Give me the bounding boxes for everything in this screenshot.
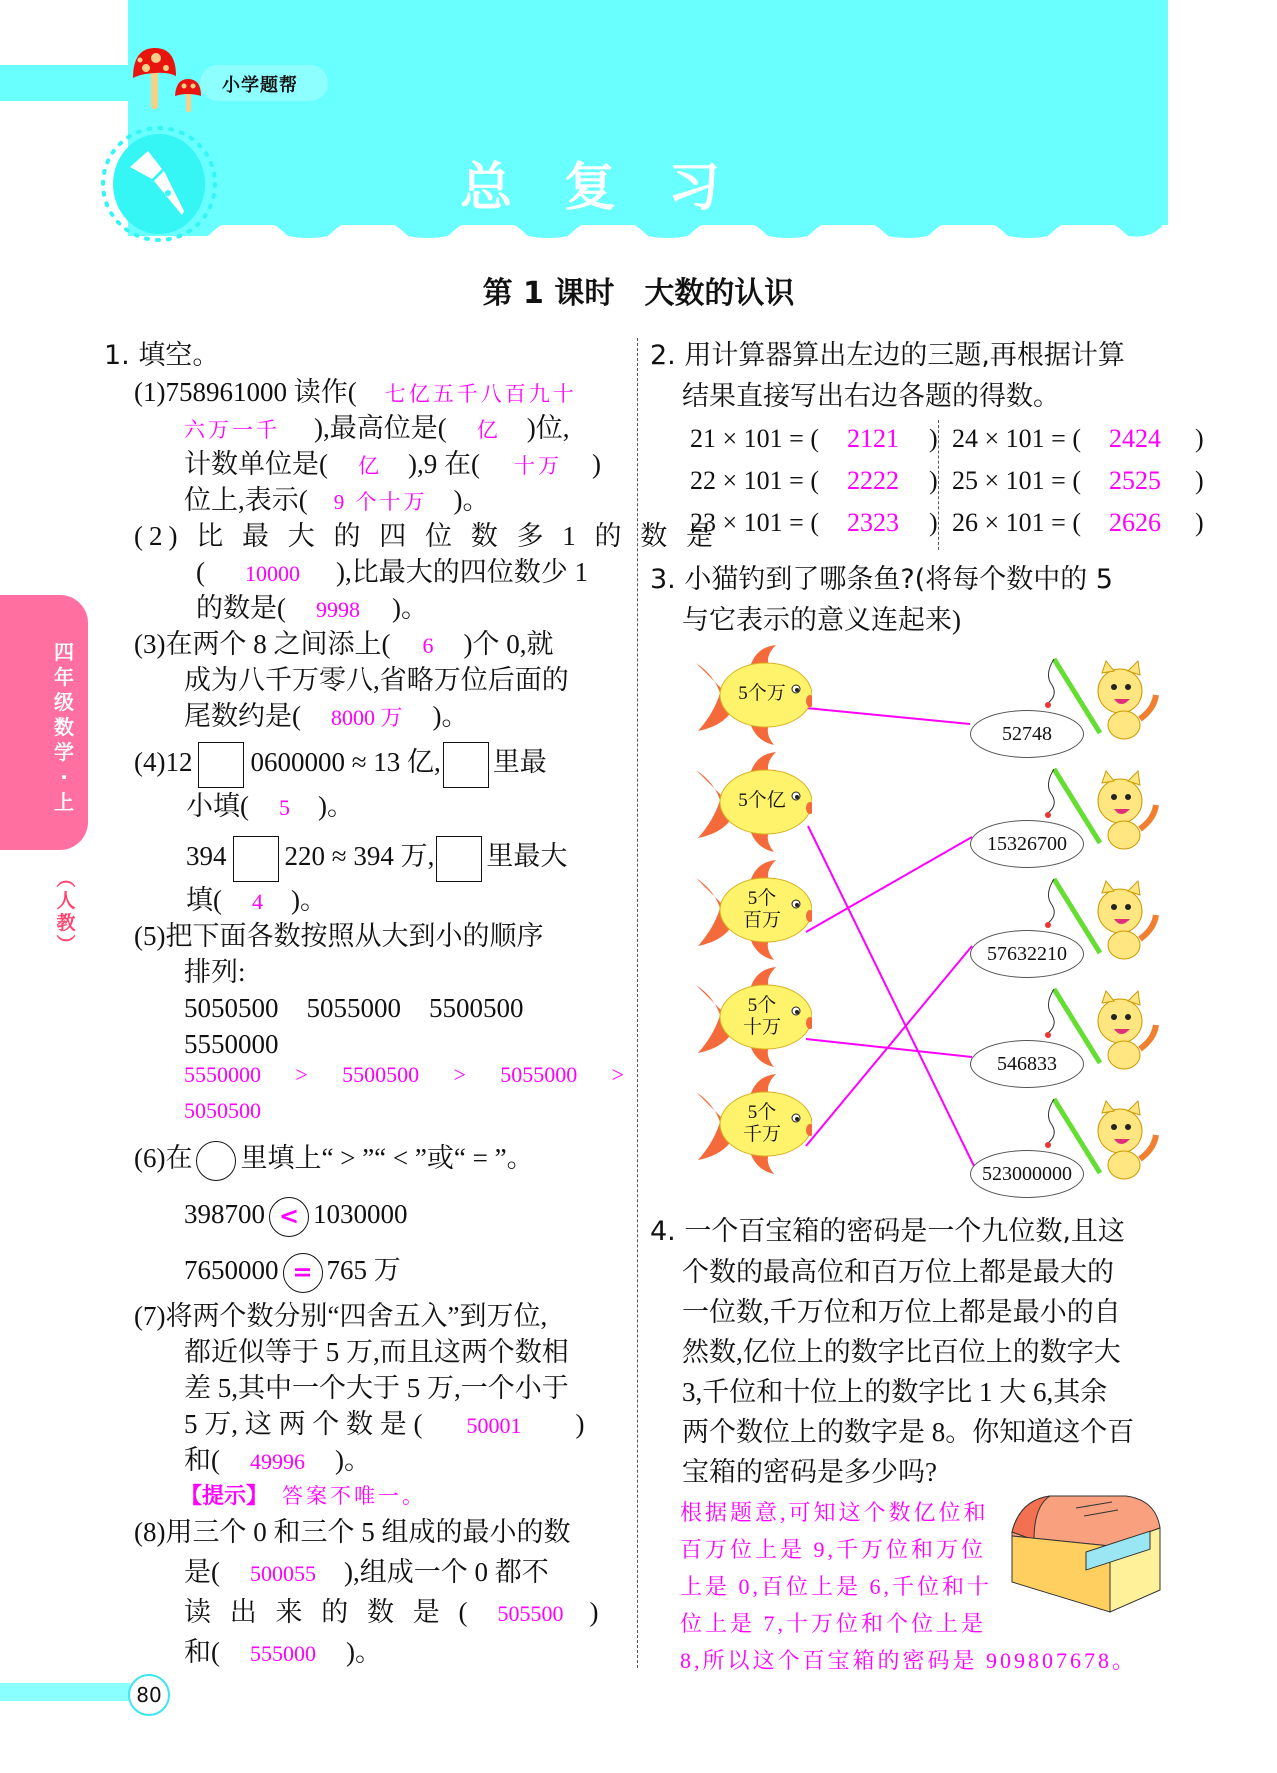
q1-part4-line2 <box>186 788 354 826</box>
equation-row <box>952 418 1204 460</box>
q1-part4-line3 <box>186 832 567 882</box>
q4-line: 宝箱的密码是多少吗? <box>682 1457 937 1487</box>
equation-row <box>690 502 938 544</box>
text: )。 <box>453 485 490 515</box>
q4-line: 一位数,千万位和万位上都是最小的自 <box>682 1297 1121 1327</box>
fish-label <box>732 888 792 932</box>
q1-heading: 1. 填空。 <box>104 340 220 371</box>
text: (4)12 <box>134 747 193 777</box>
text: 5个 <box>747 1102 777 1123</box>
text: ) <box>928 424 938 453</box>
fish-5-hundred-thousands[interactable] <box>694 967 812 1067</box>
answer-number-a: 50001 <box>466 1413 522 1438</box>
cat-fishing-57632210[interactable] <box>970 875 1160 985</box>
text: (3)在两个 8 之间添上( <box>134 629 391 659</box>
fish-label <box>732 1102 792 1146</box>
q4-line: 3,千位和十位上的数字比 1 大 6,其余 <box>682 1377 1108 1407</box>
q2-heading-line1: 2. 用计算器算出左边的三题,再根据计算 <box>650 340 1125 371</box>
equation-row <box>690 418 938 460</box>
grade-char: · <box>60 765 68 789</box>
number-oval: 52748 <box>970 710 1084 758</box>
cat-fishing-546833[interactable] <box>970 985 1160 1095</box>
answer-sign: > <box>611 1062 624 1087</box>
answer-highest-place: 亿 <box>476 418 501 442</box>
text: 里最 <box>492 747 547 777</box>
blank-box[interactable] <box>198 742 244 788</box>
left-value: 7650000 <box>184 1255 279 1285</box>
q1-part7-line4 <box>184 1406 585 1444</box>
q2-inner-divider <box>938 420 939 550</box>
text: ) <box>589 1597 605 1627</box>
equation-row <box>952 460 1204 502</box>
grade-label <box>52 640 76 815</box>
text: 计数单位是( <box>184 449 328 479</box>
fish-label <box>722 683 802 705</box>
left-value: 398700 <box>184 1199 265 1229</box>
page-number-strip <box>0 1683 130 1701</box>
answer-number: 5550000 <box>184 1062 261 1087</box>
text: 读 出 来 的 数 是 ( <box>184 1597 474 1627</box>
answer-line: 根据题意,可知这个数亿位和 <box>680 1500 989 1525</box>
answer-number-a: 505500 <box>497 1601 564 1626</box>
right-value: 1030000 <box>313 1199 408 1229</box>
expression: 26 × 101 = ( <box>952 508 1081 537</box>
answer-number-b: 555000 <box>250 1641 316 1666</box>
number: 5050500 <box>184 993 279 1023</box>
answer: 2222 <box>846 466 899 495</box>
blank-circle-ref <box>196 1141 236 1181</box>
text: (6)在 <box>134 1143 193 1173</box>
q1-part5-numbers <box>184 990 524 1026</box>
q1-part2-line3 <box>196 590 428 628</box>
q1-part2-line1: (2) 比 最 大 的 四 位 数 多 1 的 数 是 <box>134 521 719 551</box>
text: 和( <box>184 1637 220 1667</box>
mushroom-icon <box>128 46 218 116</box>
fountain-pen-icon <box>100 125 218 243</box>
text: )。 <box>291 885 327 915</box>
treasure-chest-icon <box>1006 1494 1166 1614</box>
q1-part3-line3 <box>184 698 469 736</box>
q1-part7-hint <box>180 1478 426 1515</box>
text: 5个 <box>747 888 777 909</box>
number-oval: 57632210 <box>970 930 1084 978</box>
answer-max-digit: 4 <box>252 889 263 914</box>
q1-part6-compare-1 <box>184 1196 408 1237</box>
expression: 21 × 101 = ( <box>690 424 819 453</box>
fish-5-millions[interactable] <box>694 860 812 960</box>
q1-part7-line5 <box>184 1442 371 1480</box>
text: ) <box>1194 466 1204 495</box>
text: 220 ≈ 394 万, <box>284 841 435 871</box>
text: 里最大 <box>486 841 568 871</box>
text: ),最高位是( <box>314 413 447 443</box>
answer-number-b: 49996 <box>250 1449 305 1474</box>
text: ),比最大的四位数少 1 <box>336 557 588 587</box>
q1-part8-line4 <box>184 1634 382 1672</box>
text: ) <box>591 449 601 479</box>
blank-box[interactable] <box>233 836 279 882</box>
edition-char: ︶ <box>56 934 76 956</box>
answer-zero-count: 6 <box>422 633 434 658</box>
q1-part7-line1: (7)将两个数分别“四舍五入”到万位, <box>134 1301 548 1331</box>
grade-char: 上 <box>54 790 74 814</box>
q2-right-column <box>952 418 1204 544</box>
expression: 22 × 101 = ( <box>690 466 819 495</box>
q1-part1-line3 <box>184 446 601 484</box>
fish-5-ten-thousands[interactable] <box>694 645 812 745</box>
q1-part7-line2: 都近似等于 5 万,而且这两个数相 <box>184 1337 569 1367</box>
grade-char: 级 <box>54 690 74 714</box>
q1-part1-line4 <box>184 482 490 520</box>
answer: 2424 <box>1108 424 1161 453</box>
answer-digit-meaning: 9 个十万 <box>333 490 428 514</box>
answer-counting-unit: 亿 <box>358 454 382 478</box>
text: 十万 <box>742 1017 781 1038</box>
text: 394 <box>186 841 227 871</box>
expression: 24 × 101 = ( <box>952 424 1081 453</box>
q3-heading-line2: 与它表示的意义连起来) <box>682 605 961 635</box>
fish-5-ten-millions[interactable] <box>694 1074 812 1174</box>
q1-part1-line2 <box>184 410 569 448</box>
text: 是( <box>184 1557 220 1587</box>
page-number: 80 <box>128 1674 170 1716</box>
expression: 25 × 101 = ( <box>952 466 1081 495</box>
grade-char: 四 <box>54 640 74 664</box>
text: 5 万, 这 两 个 数 是 ( <box>184 1409 423 1439</box>
text: )。 <box>392 593 428 623</box>
q1-part7-line3: 差 5,其中一个大于 5 万,一个小于 <box>184 1373 569 1403</box>
number: 5500500 <box>429 993 524 1023</box>
text: )。 <box>335 1445 371 1475</box>
cat-fishing-523000000[interactable] <box>970 1095 1160 1205</box>
answer-number: 5055000 <box>500 1062 578 1087</box>
text: 0600000 ≈ 13 亿, <box>250 747 441 777</box>
right-value: 765 万 <box>326 1255 401 1285</box>
text: 尾数约是( <box>184 701 301 731</box>
q1-part5-answer-last: 5050500 <box>184 1098 261 1123</box>
answer-sign: > <box>295 1062 308 1087</box>
cat-fishing-15326700[interactable] <box>970 765 1160 875</box>
blank-box-ref <box>443 742 489 788</box>
answer-min-digit: 5 <box>279 795 290 820</box>
q4-question <box>650 1212 1134 1492</box>
edition-char: 教 <box>56 912 76 934</box>
q1-part3-line1 <box>134 626 553 664</box>
edition-char: 人 <box>56 890 76 912</box>
text: )。 <box>318 791 354 821</box>
q2-heading-line2: 结果直接写出右边各题的得数。 <box>682 381 1060 411</box>
fish-label <box>722 790 802 812</box>
text: 里填上“ > ”“ < ”或“ = ”。 <box>240 1143 534 1173</box>
number: 5055000 <box>306 993 401 1023</box>
text: 百万 <box>742 910 781 931</box>
q1-part5-number-4: 5550000 <box>184 1029 279 1059</box>
text: ( <box>196 557 205 587</box>
edition-label <box>56 868 76 956</box>
text: 5个亿 <box>738 790 786 811</box>
blank-box-ref <box>436 836 482 882</box>
q1-part6-compare-2 <box>184 1252 401 1293</box>
q1-part8-line3 <box>184 1594 605 1632</box>
text: ),9 在( <box>408 449 480 479</box>
text: 和( <box>184 1445 220 1475</box>
text: ) <box>928 466 938 495</box>
answer-line: 上是 0,百位上是 6,千位和十 <box>680 1574 993 1599</box>
page-title <box>460 145 820 220</box>
grade-char: 年 <box>54 665 74 689</box>
answer-line: 8,所以这个百宝箱的密码是 909807678。 <box>680 1648 1138 1673</box>
text: 5个万 <box>738 683 786 704</box>
text: ) <box>1194 508 1204 537</box>
answer-ten-thousand: 10000 <box>245 561 300 586</box>
edition-char: ︵ <box>56 868 76 890</box>
q3-heading-line1: 3. 小猫钓到了哪条鱼?(将每个数中的 5 <box>650 564 1113 595</box>
title-char: 复 <box>564 158 669 218</box>
answer-approx: 8000 万 <box>331 705 403 730</box>
q4-line: 两个数位上的数字是 8。你知道这个百 <box>682 1417 1135 1447</box>
title-char: 习 <box>668 158 773 218</box>
text: 的数是( <box>196 593 286 623</box>
text: ) <box>928 508 938 537</box>
text: )。 <box>432 701 469 731</box>
answer-smallest-number: 500055 <box>250 1561 316 1586</box>
answer-reading-1: 七亿五千八百九十 <box>384 382 577 406</box>
number-oval: 523000000 <box>970 1150 1084 1198</box>
comparison-circle[interactable]: = <box>283 1253 323 1293</box>
q1-part4-line4 <box>186 882 327 920</box>
text: 5个 <box>747 995 777 1016</box>
answer-sign: > <box>453 1062 466 1087</box>
answer-digit-place: 十万 <box>513 454 562 478</box>
q1-part8-line1: (8)用三个 0 和三个 5 组成的最小的数 <box>134 1517 571 1547</box>
answer-9998: 9998 <box>316 597 360 622</box>
text: )。 <box>346 1637 382 1667</box>
text: ) <box>1194 424 1204 453</box>
answer-line: 位上是 7,十万位和个位上是 <box>680 1611 987 1636</box>
q1-part5-answer <box>184 1062 624 1088</box>
fish-5-hundred-millions[interactable] <box>694 752 812 852</box>
text: )个 0,就 <box>463 629 554 659</box>
q4-line: 个数的最高位和百万位上都是最大的 <box>682 1257 1114 1287</box>
answer-number: 5500500 <box>342 1062 420 1087</box>
number-oval: 546833 <box>970 1040 1084 1088</box>
q1-part1-line1 <box>134 374 577 412</box>
q1-part5-line1: (5)把下面各数按照从大到小的顺序 <box>134 921 544 951</box>
q1-part5-line2: 排列: <box>184 957 246 987</box>
number-oval: 15326700 <box>970 820 1084 868</box>
q1-part6-line1 <box>134 1140 534 1181</box>
text: 千万 <box>742 1124 781 1145</box>
hint-text: 答案不唯一。 <box>282 1484 427 1508</box>
text: (1)758961000 读作( <box>134 377 357 407</box>
q4-line: 然数,亿位上的数字比百位上的数字大 <box>682 1337 1121 1367</box>
expression: 23 × 101 = ( <box>690 508 819 537</box>
fish-label <box>732 995 792 1039</box>
text: ),组成一个 0 都不 <box>344 1557 549 1587</box>
q1-part3-line2: 成为八千万零八,省略万位后面的 <box>184 665 569 695</box>
text: 填( <box>186 885 222 915</box>
answer: 2525 <box>1108 466 1161 495</box>
cat-fishing-52748[interactable] <box>970 655 1160 765</box>
brand-name: 小学题帮 <box>222 75 298 96</box>
hint-label: 【提示】 <box>180 1484 269 1509</box>
title-char: 总 <box>460 158 565 218</box>
text: ) <box>575 1409 585 1439</box>
equation-row <box>952 502 1204 544</box>
lesson-title: 第 1 课时 大数的认识 <box>482 276 795 311</box>
answer: 2323 <box>846 508 899 537</box>
q1-part4-line1 <box>134 738 547 788</box>
q1-part8-line2 <box>184 1554 549 1592</box>
grade-char: 学 <box>54 740 74 764</box>
text: 位上,表示( <box>184 485 308 515</box>
q1-part2-line2 <box>196 554 588 592</box>
answer-reading-2: 六万一千 <box>184 418 280 442</box>
equation-row <box>690 460 938 502</box>
q2-left-column <box>690 418 938 544</box>
q4-line: 4. 一个百宝箱的密码是一个九位数,且这 <box>650 1216 1125 1247</box>
answer: 2626 <box>1108 508 1161 537</box>
text: )位, <box>526 413 570 443</box>
answer: 2121 <box>846 424 899 453</box>
text: 小填( <box>186 791 249 821</box>
comparison-circle[interactable]: < <box>269 1197 309 1237</box>
answer-line: 百万位上是 9,千万位和万位 <box>680 1537 987 1562</box>
grade-char: 数 <box>54 715 74 739</box>
